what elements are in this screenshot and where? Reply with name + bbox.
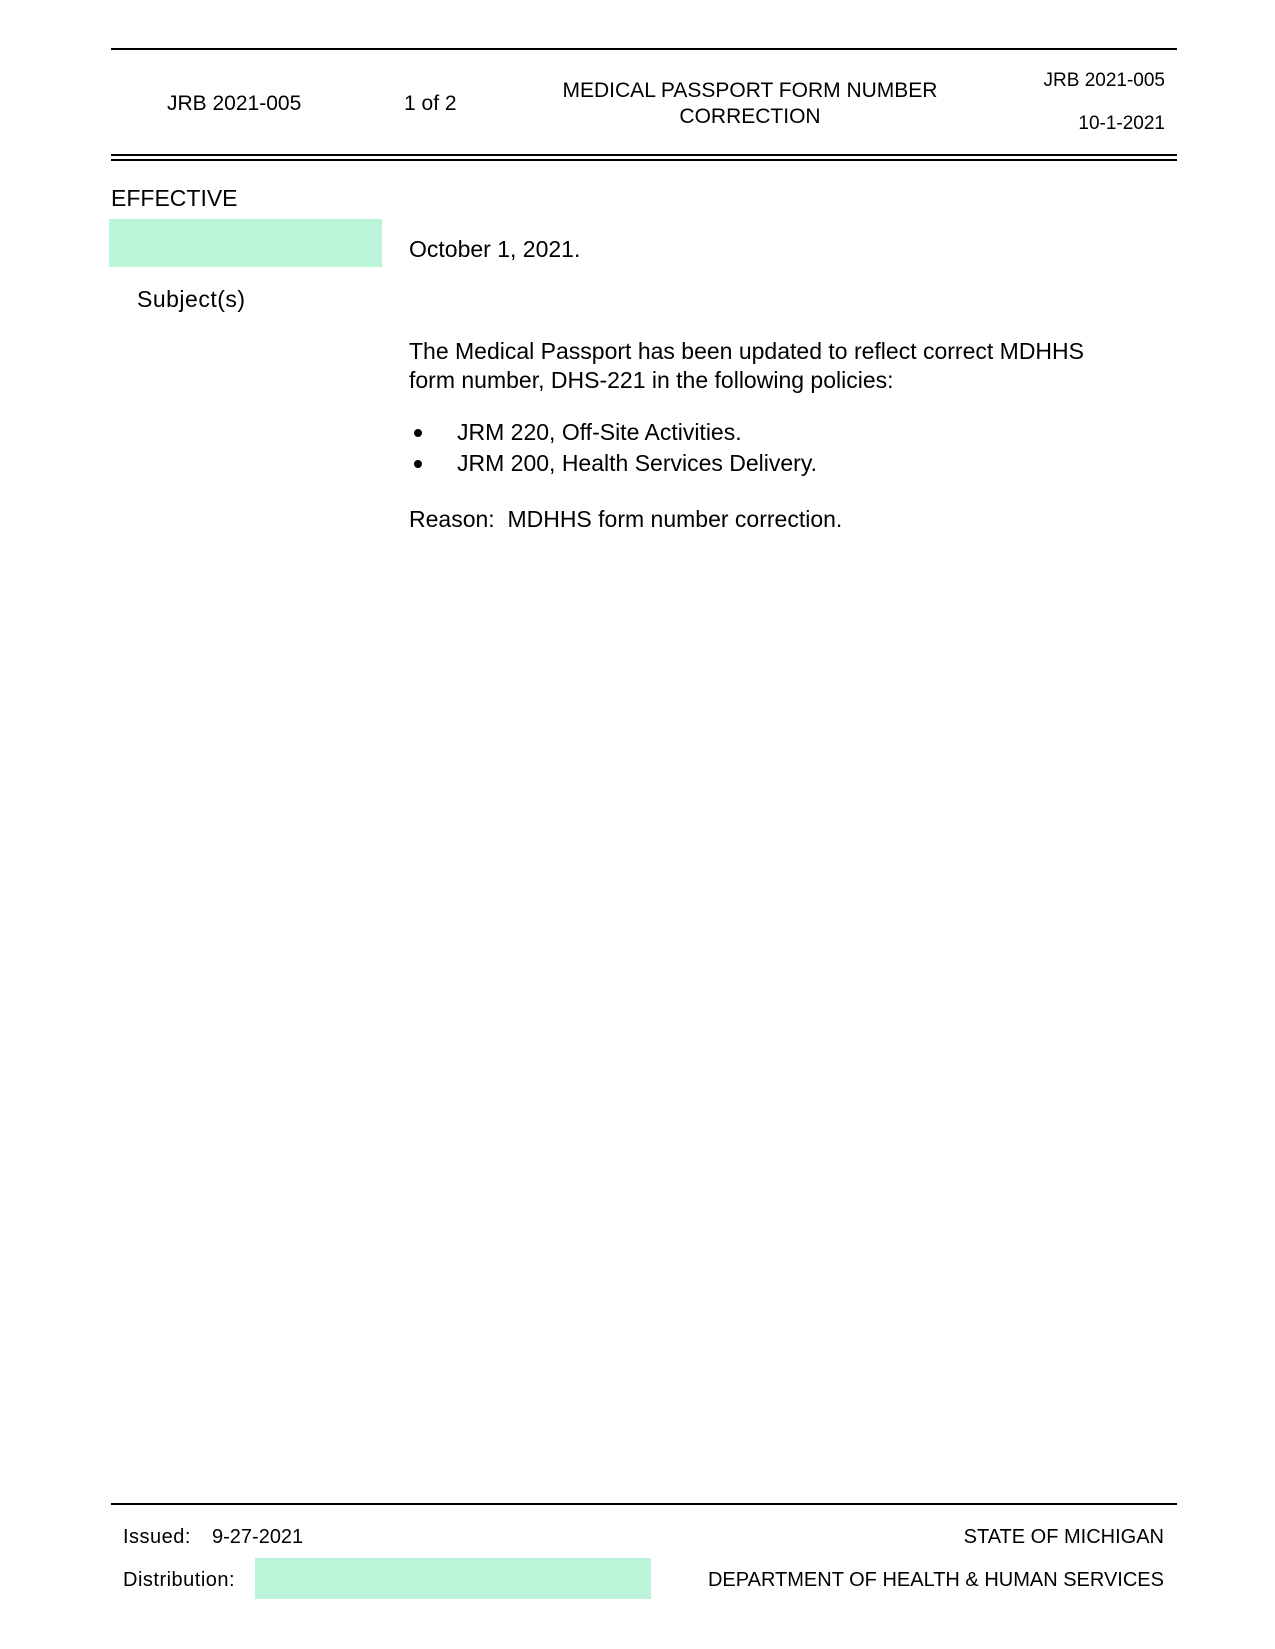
list-item [409, 448, 817, 479]
policy-item-text: JRM 200, Health Services Delivery. [457, 450, 818, 476]
page-number: 1 of 2 [404, 92, 457, 115]
state-name: STATE OF MICHIGAN [963, 1526, 1164, 1548]
issued-label: Issued: [123, 1526, 191, 1548]
redacted-distribution [255, 1558, 651, 1599]
reason-text: Reason: MDHHS form number correction. [409, 506, 843, 532]
footer-top-rule [111, 1503, 1177, 1505]
effective-label: EFFECTIVE [111, 185, 238, 211]
reference-id: JRB 2021-005 [1043, 70, 1165, 91]
effective-date: October 1, 2021. [409, 236, 581, 262]
header-top-rule [111, 48, 1177, 50]
department-name: DEPARTMENT OF HEALTH & HUMAN SERVICES [707, 1569, 1164, 1591]
policy-item-text: JRM 220, Off-Site Activities. [457, 419, 742, 445]
distribution-label: Distribution: [123, 1569, 236, 1591]
page-title [500, 78, 1000, 130]
bullet-icon [414, 460, 422, 468]
subjects-label: Subject(s) [137, 286, 246, 312]
reference-date: 10-1-2021 [1078, 113, 1165, 134]
list-item [409, 417, 817, 448]
subjects-intro-line2: form number, DHS-221 in the following policies: [409, 367, 894, 393]
subjects-intro-line1: The Medical Passport has been updated to reflect correct MDHHS [409, 338, 1084, 364]
redacted-block [109, 219, 382, 267]
page-title-line1: MEDICAL PASSPORT FORM NUMBER [562, 79, 938, 102]
issued-date: 9-27-2021 [212, 1526, 304, 1548]
subjects-intro [409, 337, 1084, 395]
policy-list [409, 417, 817, 479]
bullet-icon [414, 429, 422, 437]
bulletin-id: JRB 2021-005 [167, 92, 302, 115]
page-title-line2: CORRECTION [679, 105, 821, 128]
header-bottom-rule [111, 154, 1177, 161]
